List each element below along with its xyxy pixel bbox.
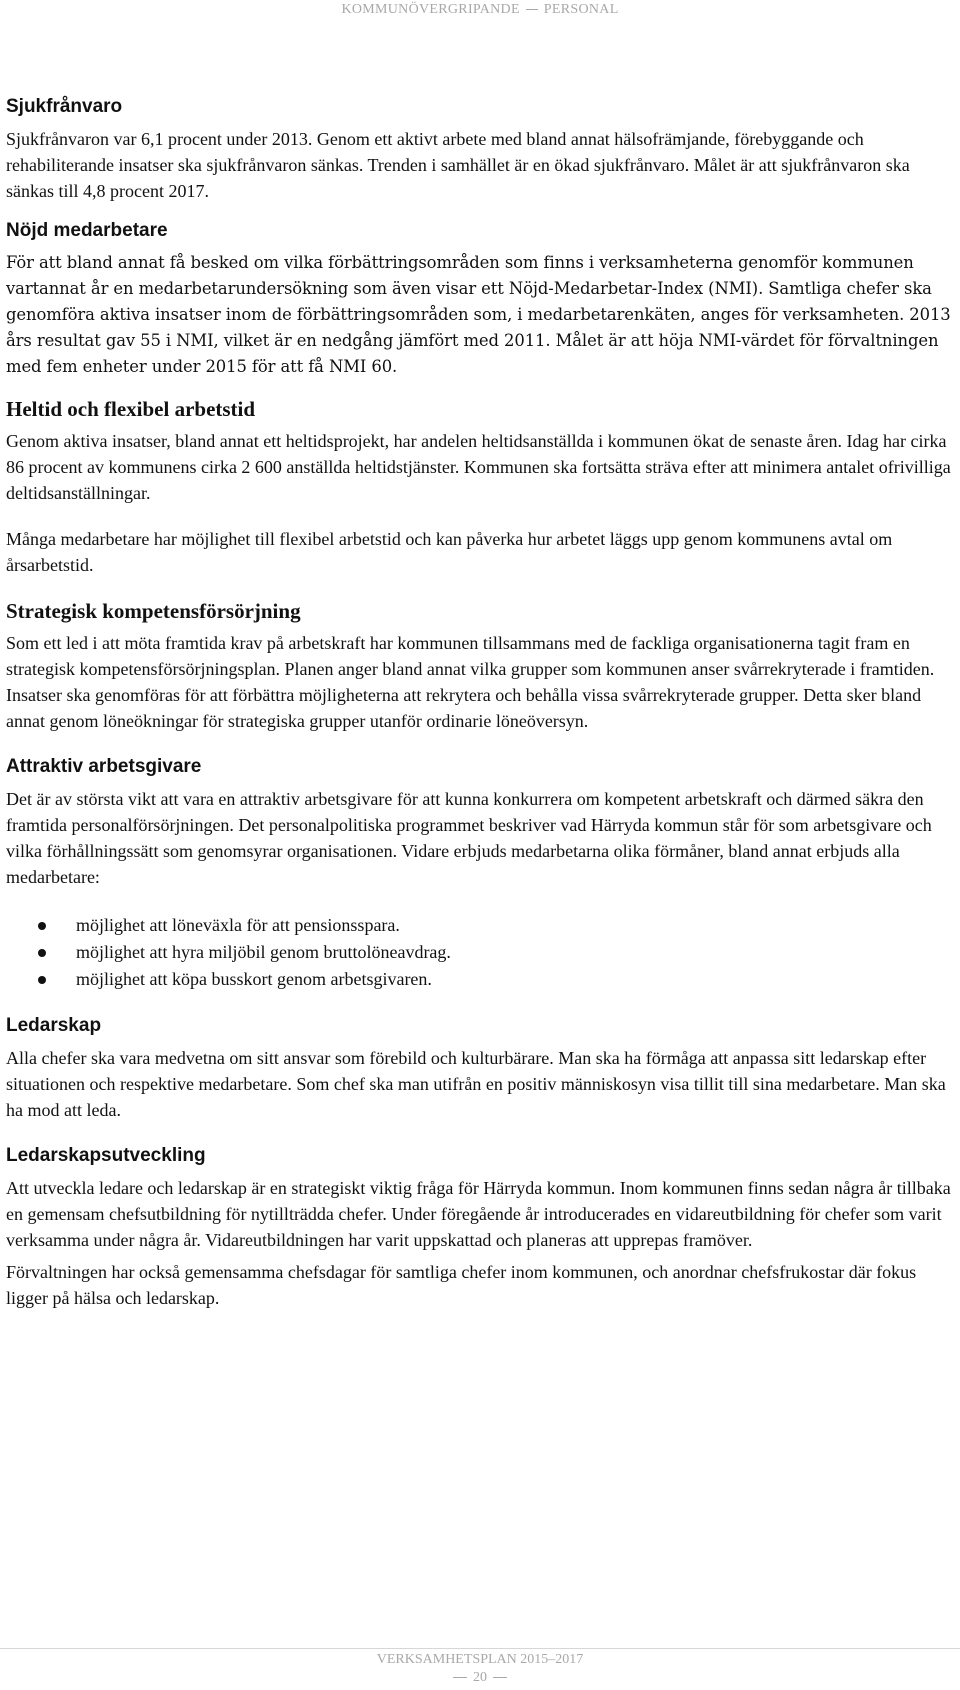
running-header: [0, 2, 960, 18]
header-right: PERSONAL: [543, 2, 619, 17]
list-item-text: möjlighet att löneväxla för att pensionsspara.: [76, 915, 400, 935]
list-item-text: möjlighet att köpa busskort genom arbetsgivaren.: [76, 969, 432, 989]
section-nojd-medarbetare: [6, 218, 956, 380]
section-sjukfranvaro: [6, 94, 956, 204]
section-heading: Ledarskap: [6, 1015, 102, 1036]
section-attraktiv-arbetsgivare: [6, 754, 956, 993]
list-item: [6, 966, 956, 993]
header-dash: [526, 9, 538, 10]
section-ledarskapsutveckling: [6, 1143, 956, 1311]
paragraph: Alla chefer ska vara medvetna om sitt ansvar som förebild och kulturbärare. Man ska ha förmåga att anpassa sitt ledarskap efter situationen och respektive medarbetare. Som chef ska man utifrån en positiv människosyn visa tillit till sina medarbetare. Man ska ha mod att leda.: [6, 1048, 946, 1120]
page-number: [0, 1670, 960, 1686]
footer-title: VERKSAMHETSPLAN 2015–2017: [376, 1652, 584, 1667]
page-dash-right: [493, 1677, 507, 1678]
section-heltid: [6, 396, 956, 578]
list-item-text: möjlighet att hyra miljöbil genom bruttolöneavdrag.: [76, 942, 451, 962]
paragraph: För att bland annat få besked om vilka förbättringsområden som finns i verksamheterna genomför kommunen vartannat år en medarbetarundersökning som även visar ett Nöjd-Medarbetar-Index (NMI). Samtliga chefer ska genomföra aktiva insatser inom de förbättringsområden som, i medarbetarenkäten, anges för verksamheten. 2013 års resultat gav 55 i NMI, vilket är en nedgång jämfört med 2011. Målet är att höja NMI-värdet för förvaltningen med fem enheter under 2015 för att få NMI 60.: [6, 253, 951, 376]
bullet-icon: [38, 922, 46, 930]
header-left: KOMMUNÖVERGRIPANDE: [341, 2, 520, 17]
section-heading: Strategisk kompetensförsörjning: [6, 599, 301, 623]
paragraph: Många medarbetare har möjlighet till flexibel arbetstid och kan påverka hur arbetet läggs upp genom kommunens avtal om årsarbetstid.: [6, 529, 893, 575]
paragraph: Att utveckla ledare och ledarskap är en strategiskt viktig fråga för Härryda kommun. Inom kommunen finns sedan några år tillbaka en gemensam chefsutbildning för nytillträdda chefer. Under föregående år introducerades en vidareutbildning för chefer som varit verksamma under några år. Vidareutbildningen har varit uppskattad och planeras att upprepas framöver.: [6, 1178, 951, 1250]
page-dash-left: [453, 1677, 467, 1678]
bullet-icon: [38, 949, 46, 957]
list-item: [6, 912, 956, 939]
section-heading: Attraktiv arbetsgivare: [6, 756, 202, 777]
paragraph: Förvaltningen har också gemensamma chefsdagar för samtliga chefer inom kommunen, och anordnar chefsfrukostar där fokus ligger på hälsa och ledarskap.: [6, 1262, 917, 1308]
section-heading: Heltid och flexibel arbetstid: [6, 397, 256, 421]
bullet-icon: [38, 976, 46, 984]
page-number-value: 20: [473, 1670, 487, 1685]
paragraph: Som ett led i att möta framtida krav på arbetskraft har kommunen tillsammans med de fackliga organisationerna tagit fram en strategisk kompetensförsörjningsplan. Planen anger bland annat vilka grupper som kommunen anser svårrekryterade i framtiden. Insatser ska genomföras för att förbättra möjligheterna att rekrytera och behålla vissa svårrekryterade grupper. Detta sker bland annat genom löneökningar för strategiska grupper utanför ordinarie löneöversyn.: [6, 633, 935, 731]
paragraph: Det är av största vikt att vara en attraktiv arbetsgivare för att kunna konkurrera om kompetent arbetskraft och därmed säkra den framtida personalförsörjningen. Det personalpolitiska programmet beskriver vad Härryda kommun står för som arbetsgivare och vilka förhållningssätt som genomsyrar organisationen. Vidare erbjuds medarbetarna olika förmåner, bland annat erbjuds alla medarbetare:: [6, 789, 932, 887]
document-body: [6, 94, 956, 1331]
section-ledarskap: [6, 1013, 956, 1123]
section-heading: Ledarskapsutveckling: [6, 1145, 206, 1166]
section-heading: Nöjd medarbetare: [6, 220, 168, 241]
paragraph: Genom aktiva insatser, bland annat ett heltidsprojekt, har andelen heltidsanställda i kommunen ökat de senaste åren. Idag har cirka 86 procent av kommunens cirka 2 600 anställda heltidstjänster. Kommunen ska fortsätta sträva efter att minimera antalet ofrivilliga deltidsanställningar.: [6, 431, 951, 503]
section-heading: Sjukfrånvaro: [6, 96, 123, 117]
footer-divider: [0, 1648, 960, 1649]
paragraph: Sjukfrånvaron var 6,1 procent under 2013. Genom ett aktivt arbete med bland annat hälsofrämjande, förebyggande och rehabiliterande insatser ska sjukfrånvaron sänkas. Trenden i samhället är en ökad sjukfrånvaro. Målet är att sjukfrånvaron ska sänkas till 4,8 procent 2017.: [6, 129, 910, 201]
section-kompetensforsorjning: [6, 598, 956, 734]
benefits-list: [6, 912, 956, 993]
list-item: [6, 939, 956, 966]
